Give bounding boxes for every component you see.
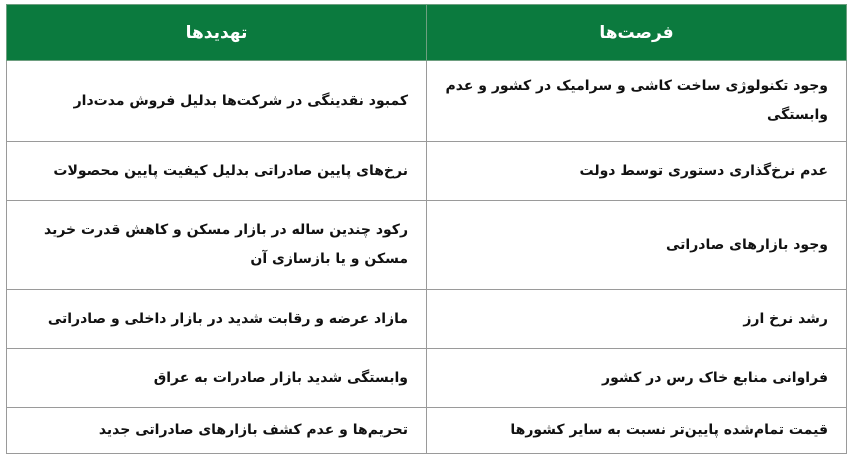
opportunity-cell: وجود تکنولوژی ساخت کاشی و سرامیک در کشور و عدم وابستگی (427, 61, 847, 142)
opportunity-cell: رشد نرخ ارز (427, 290, 847, 349)
table-row (7, 349, 847, 408)
swot-table (6, 4, 847, 454)
table-header (7, 5, 847, 61)
table-row (7, 408, 847, 454)
threat-cell: تحریم‌ها و عدم کشف بازارهای صادراتی جدید (7, 408, 427, 454)
opportunity-cell: قیمت تمام‌شده پایین‌تر نسبت به سایر کشورها (427, 408, 847, 454)
opportunity-cell: وجود بازارهای صادراتی (427, 201, 847, 290)
header-row (7, 5, 847, 61)
table-body (7, 61, 847, 454)
table-row (7, 142, 847, 201)
threat-cell: رکود چندین ساله در بازار مسکن و کاهش قدرت خرید مسکن و یا بازسازی آن (7, 201, 427, 290)
opportunity-cell: عدم نرخ‌گذاری دستوری توسط دولت (427, 142, 847, 201)
threat-cell: وابستگی شدید بازار صادرات به عراق (7, 349, 427, 408)
table-row (7, 201, 847, 290)
table-row (7, 61, 847, 142)
header-threats: تهدیدها (7, 5, 427, 61)
threat-cell: نرخ‌های پایین صادراتی بدلیل کیفیت پایین محصولات (7, 142, 427, 201)
threat-cell: مازاد عرضه و رقابت شدید در بازار داخلی و صادراتی (7, 290, 427, 349)
header-opportunities: فرصت‌ها (427, 5, 847, 61)
threat-cell: کمبود نقدینگی در شرکت‌ها بدلیل فروش مدت‌دار (7, 61, 427, 142)
opportunity-cell: فراوانی منابع خاک رس در کشور (427, 349, 847, 408)
table-row (7, 290, 847, 349)
